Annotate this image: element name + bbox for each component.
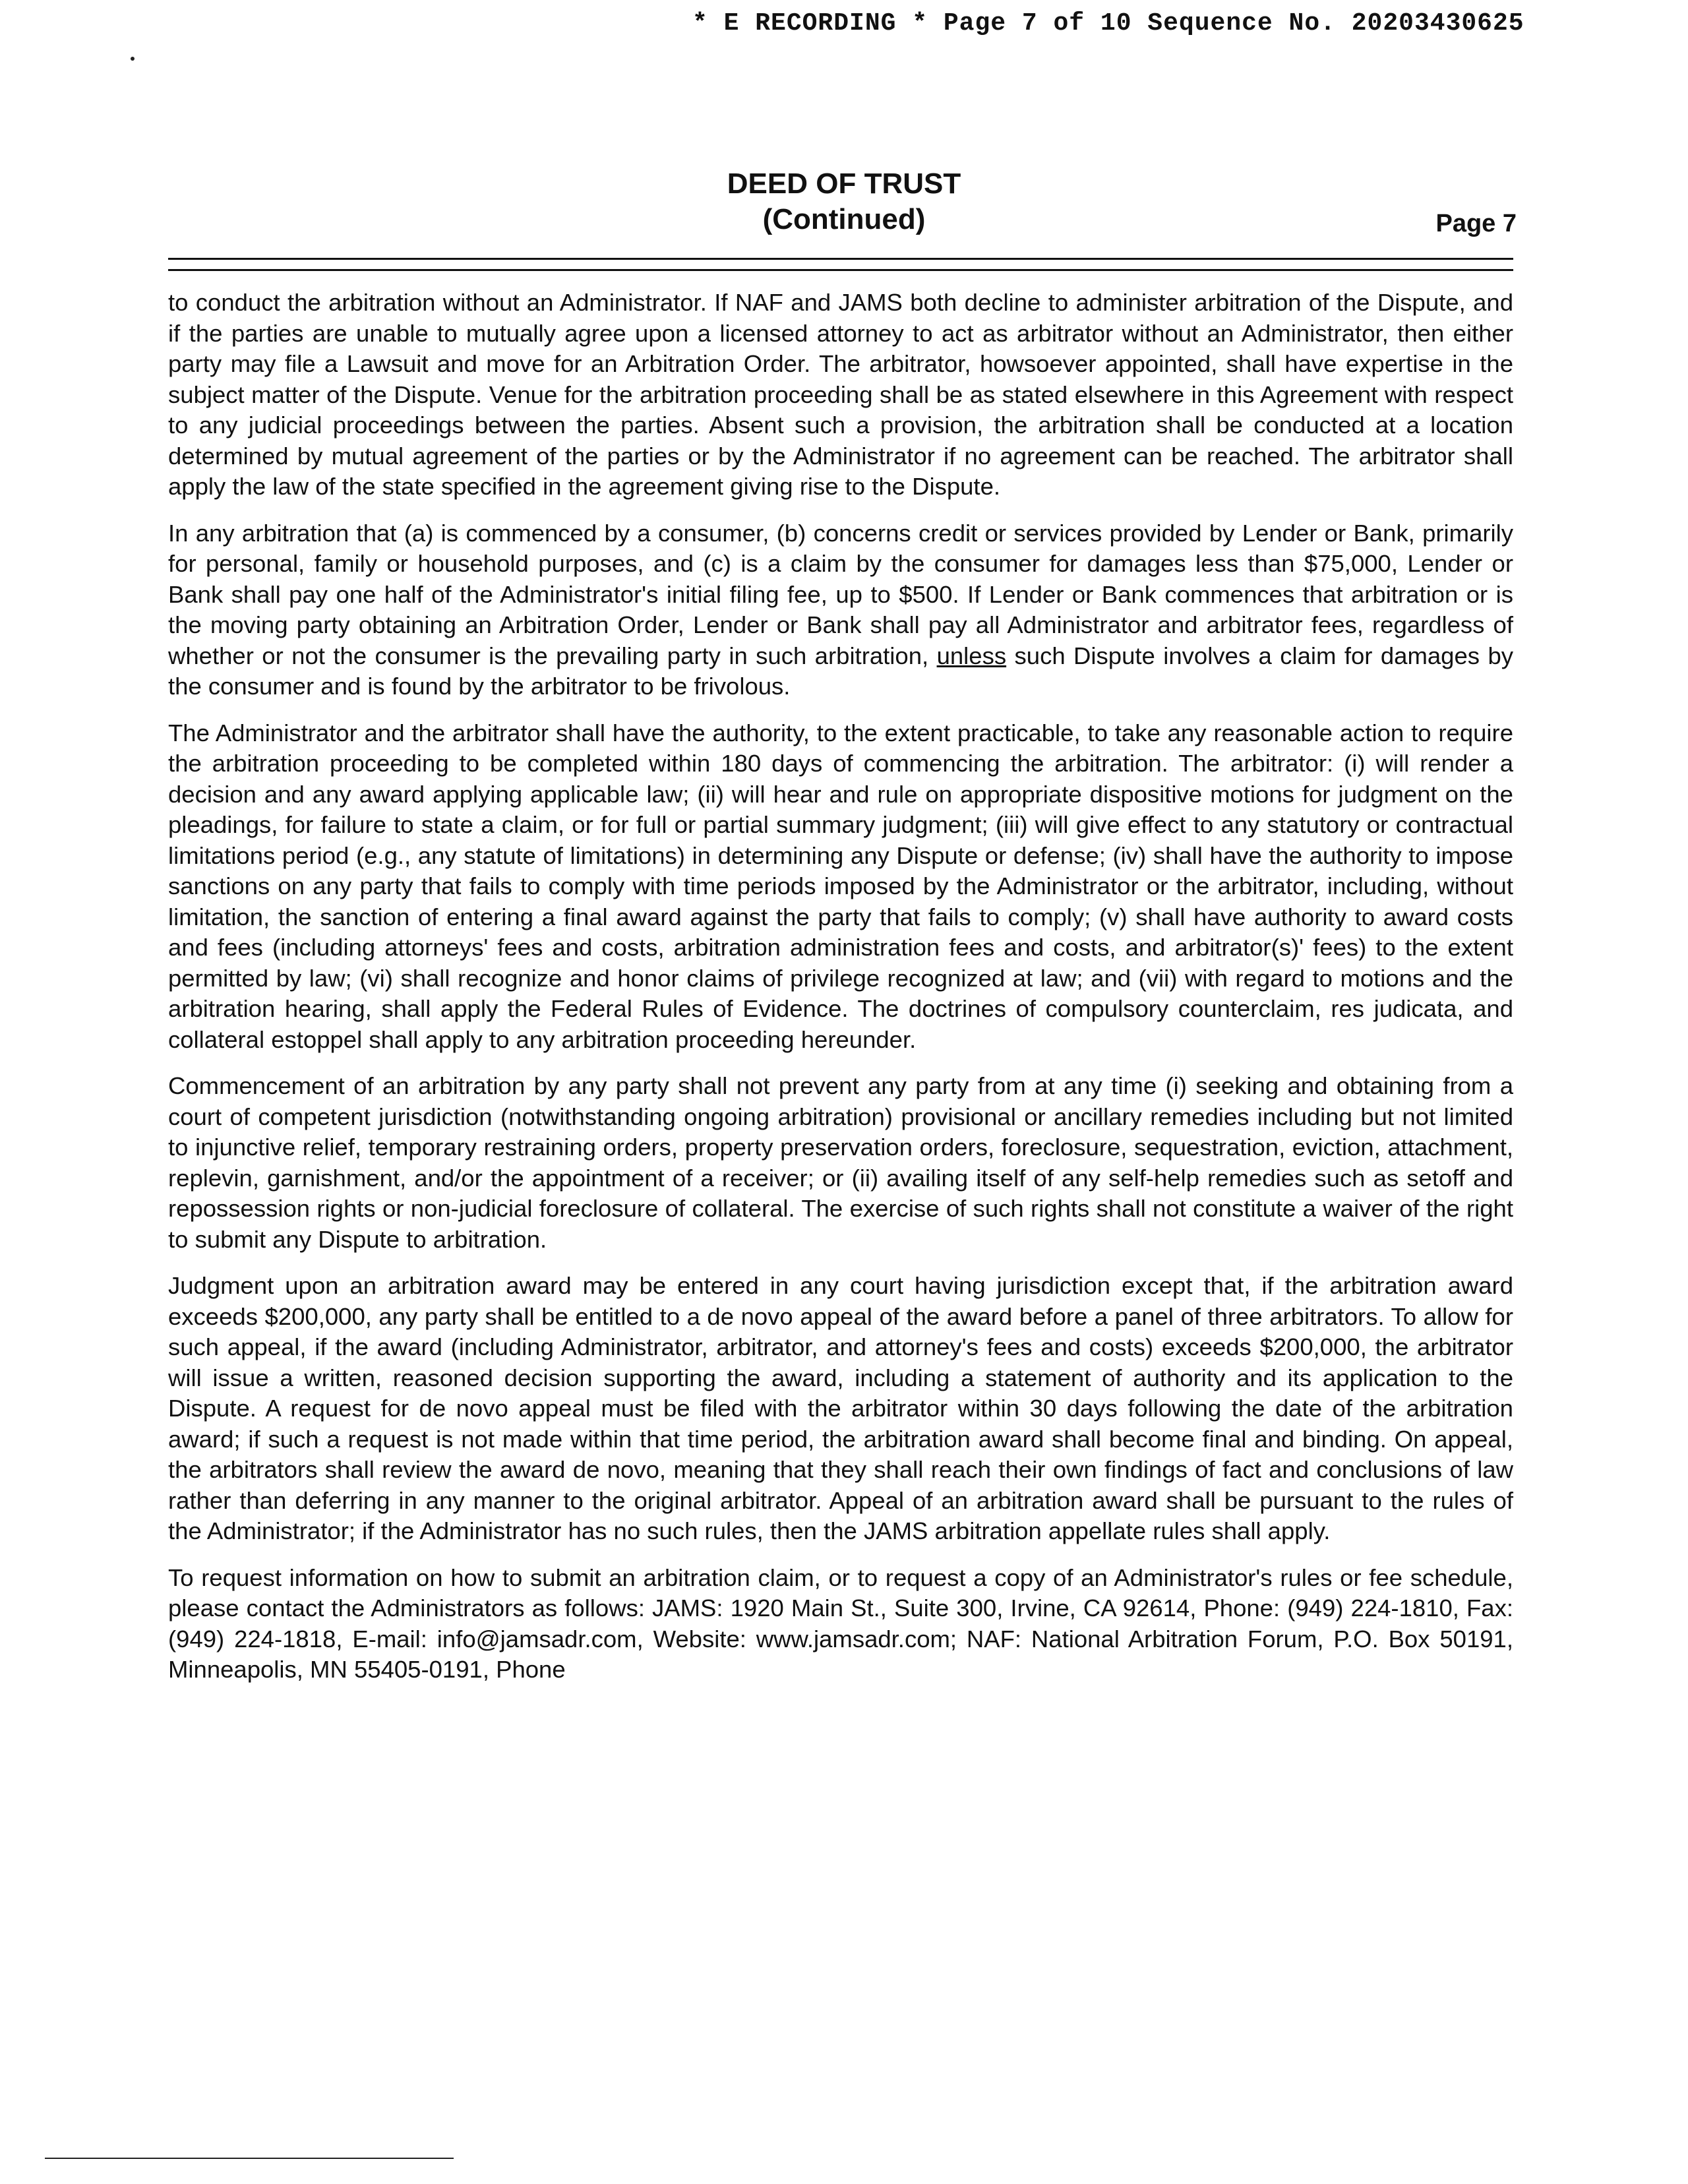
paragraph-consumer-fees-text: In any arbitration that (a) is commenced by a consumer, (b) concerns credit or services provided by Lender or Bank, primarily for personal, family or household purposes, and (c) is a claim by the consumer for damages less than $75,000, Lender or Bank shall pay one half of the Administrator's initial filing fee, up to $500. If Lender or Bank commences that arbitration or is the moving party obtaining an Arbitration Order, Lender or Bank shall pay all Administrator and arbitrator fees, regardless of whether or not the consumer is the prevailing party in such arbitration, <box>168 519 1513 669</box>
paragraph-provisional-remedies: Commencement of an arbitration by any party shall not prevent any party from at any time (i) seeking and obtaining from a court of competent jurisdiction (notwithstanding ongoing arbitration) provisional or ancillary remedies including but not limited to injunctive relief, temporary restraining orders, property preservation orders, foreclosure, sequestration, eviction, attachment, replevin, garnishment, and/or the appointment of a receiver; or (ii) availing itself of any self-help remedies such as setoff and repossession rights or non-judicial foreclosure of collateral. The exercise of such rights shall not constitute a waiver of the right to submit any Dispute to arbitration. <box>168 1072 1513 1253</box>
footer-rule <box>45 2158 454 2159</box>
header-rule-top <box>168 258 1513 260</box>
paragraph-arbitration-without-administrator: to conduct the arbitration without an Administrator. If NAF and JAMS both decline to administer arbitration of the Dispute, and if the parties are unable to mutually agree upon a licensed attorney to act as arbitrator without an Administrator, then either party may file a Lawsuit and move for an Arbitration Order. The arbitrator, howsoever appointed, shall have expertise in the subject matter of the Dispute. Venue for the arbitration proceeding shall be as stated elsewhere in this Agreement with respect to any judicial proceedings between the parties. Absent such a provision, the arbitration shall be conducted at a location determined by mutual agreement of the parties or by the Administrator if no agreement can be reached. The arbitrator shall apply the law of the state specified in the agreement giving rise to the Dispute. <box>168 289 1513 500</box>
paragraph-consumer-fees <box>168 518 1513 702</box>
underlined-unless: unless <box>936 642 1007 669</box>
header-rule-bottom <box>168 269 1513 271</box>
document-title <box>567 166 1121 237</box>
paragraph-administrator-contacts: To request information on how to submit an arbitration claim, or to request a copy of an Administrator's rules or fee schedule, please contact the Administrators as follows: JAMS: 1920 Main St., Suite 300, Irvine, CA 92614, Phone: (949) 224-1810, Fax: (949) 224-1818, E-mail: info@jamsadr.com, Website: www.jamsadr.com; NAF: National Arbitration Forum, P.O. Box 50191, Minneapolis, MN 55405-0191, Phone <box>168 1563 1513 1683</box>
paragraph-arbitrator-authority: The Administrator and the arbitrator shall have the authority, to the extent practicable, to take any reasonable action to require the arbitration proceeding to be completed within 180 days of commencing the arbitration. The arbitrator: (i) will render a decision and any award applying applicable law; (ii) will hear and rule on appropriate dispositive motions for judgment on the pleadings, for failure to state a claim, or for full or partial summary judgment; (iii) will give effect to any statutory or contractual limitations period (e.g., any statute of limitations) in determining any Dispute or defense; (iv) shall have the authority to impose sanctions on any party that fails to comply with time periods imposed by the Administrator or the arbitrator, including, without limitation, the sanction of entering a final award against the party that fails to comply; (v) shall have authority to award costs and fees (including attorneys' fees and costs, arbitration administration fees and costs, and arbitrator(s)' fees) to the extent permitted by law; (vi) shall recognize and honor claims of privilege recognized at law; and (vii) with regard to motions and the arbitration hearing, shall apply the Federal Rules of Evidence. The doctrines of compulsory counterclaim, res judicata, and collateral estoppel shall apply to any arbitration proceeding hereunder. <box>168 719 1513 1053</box>
document-title-continued: (Continued) <box>762 203 926 235</box>
page-number: Page 7 <box>1435 210 1517 237</box>
scan-speck <box>131 57 135 61</box>
document-title-main: DEED OF TRUST <box>727 167 961 200</box>
document-body <box>168 288 1513 1701</box>
recording-stamp: * E RECORDING * Page 7 of 10 Sequence No. 20203430625 <box>692 9 1524 38</box>
paragraph-consumer-fees-tail: such Dispute involves a claim for damages by the consumer and is found by the arbitrator to be frivolous. <box>168 642 1513 700</box>
paragraph-judgment-appeal: Judgment upon an arbitration award may be entered in any court having jurisdiction except that, if the arbitration award exceeds $200,000, any party shall be entitled to a de novo appeal of the award before a panel of three arbitrators. To allow for such appeal, if the award (including Administrator, arbitrator, and attorney's fees and costs) exceeds $200,000, the arbitrator will issue a written, reasoned decision supporting the award, including a statement of authority and its application to the Dispute. A request for de novo appeal must be filed with the arbitrator within 30 days following the date of the arbitration award; if such a request is not made within that time period, the arbitration award shall become final and binding. On appeal, the arbitrators shall review the award de novo, meaning that they shall reach their own findings of fact and conclusions of law rather than deferring in any manner to the original arbitrator. Appeal of an arbitration award shall be pursuant to the rules of the Administrator; if the Administrator has no such rules, then the JAMS arbitration appellate rules shall apply. <box>168 1272 1513 1544</box>
